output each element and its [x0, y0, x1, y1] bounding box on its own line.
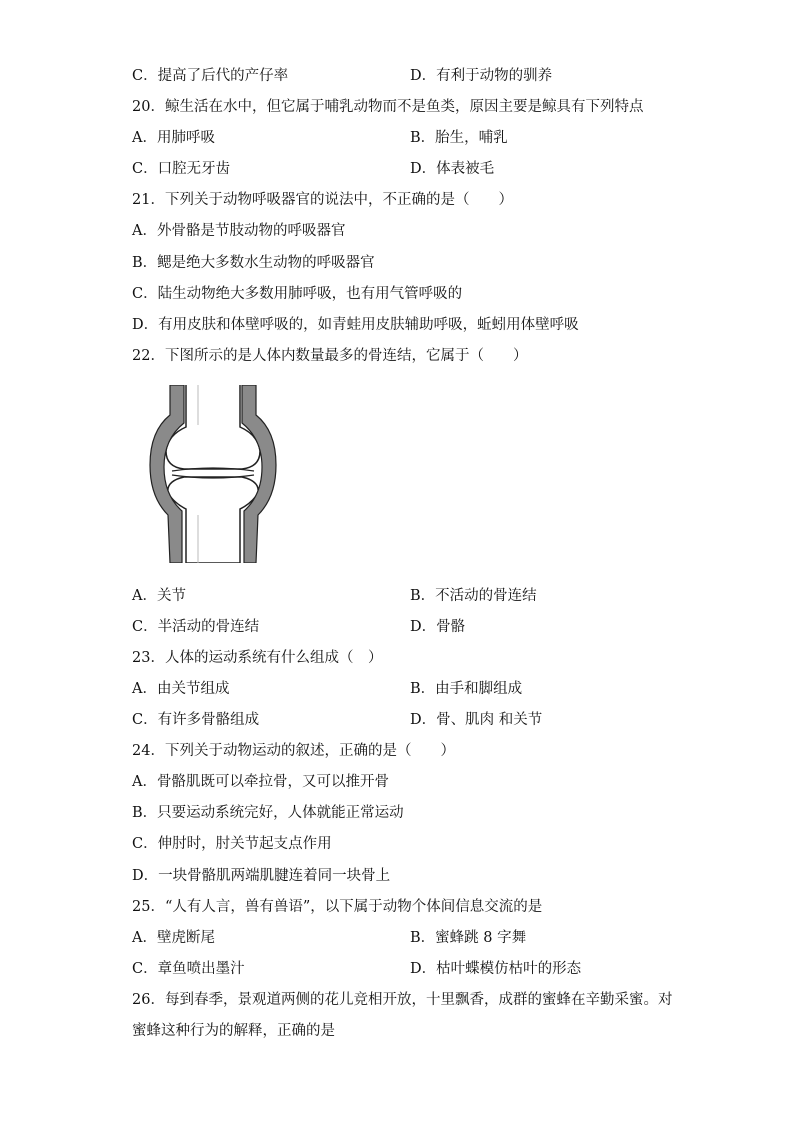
q22-option-b: B．不活动的骨连结 [410, 588, 537, 604]
q20-option-a: A．用肺呼吸 [132, 130, 215, 146]
q19-option-c: C．提高了后代的产仔率 [132, 68, 289, 84]
q26-stem-line1: 26．每到春季，景观道两侧的花儿竞相开放，十里飘香，成群的蜜蜂在辛勤采蜜。对 [132, 992, 673, 1008]
joint-diagram-icon [148, 385, 278, 563]
q25-option-d: D．枯叶蝶模仿枯叶的形态 [410, 961, 582, 977]
q23-option-b: B．由手和脚组成 [410, 681, 523, 697]
q21-option-b: B．鳃是绝大多数水生动物的呼吸器官 [132, 255, 375, 271]
q26-stem-line2: 蜜蜂这种行为的解释，正确的是 [132, 1023, 335, 1039]
q24-option-c: C．伸肘时，肘关节起支点作用 [132, 836, 332, 852]
q21-stem: 21．下列关于动物呼吸器官的说法中，不正确的是（ ） [132, 192, 513, 208]
q23-option-c: C．有许多骨骼组成 [132, 712, 260, 728]
q21-option-d: D．有用皮肤和体壁呼吸的，如青蛙用皮肤辅助呼吸，蚯蚓用体壁呼吸 [132, 317, 579, 333]
q23-option-a: A．由关节组成 [132, 681, 230, 697]
q20-option-d: D．体表被毛 [410, 161, 495, 177]
q24-option-b: B．只要运动系统完好，人体就能正常运动 [132, 805, 404, 821]
q22-option-a: A．关节 [132, 588, 186, 604]
q25-option-a: A．壁虎断尾 [132, 930, 215, 946]
q24-option-a: A．骨骼肌既可以牵拉骨，又可以推开骨 [132, 774, 389, 790]
q21-option-a: A．外骨骼是节肢动物的呼吸器官 [132, 223, 346, 239]
q25-stem: 25．“人有人言，兽有兽语”，以下属于动物个体间信息交流的是 [132, 899, 543, 915]
q19-option-d: D．有利于动物的驯养 [410, 68, 553, 84]
q24-stem: 24．下列关于动物运动的叙述，正确的是（ ） [132, 743, 455, 759]
q24-option-d: D．一块骨骼肌两端肌腱连着同一块骨上 [132, 868, 391, 884]
q23-stem: 23．人体的运动系统有什么组成（ ） [132, 650, 383, 666]
q22-stem: 22．下图所示的是人体内数量最多的骨连结，它属于（ ） [132, 348, 528, 364]
q25-option-c: C．章鱼喷出墨汁 [132, 961, 245, 977]
q22-option-c: C．半活动的骨连结 [132, 619, 260, 635]
q20-option-c: C．口腔无牙齿 [132, 161, 231, 177]
q21-option-c: C．陆生动物绝大多数用肺呼吸，也有用气管呼吸的 [132, 286, 463, 302]
q22-option-d: D．骨骼 [410, 619, 466, 635]
q20-stem: 20．鲸生活在水中，但它属于哺乳动物而不是鱼类，原因主要是鲸具有下列特点 [132, 99, 644, 115]
q20-option-b: B．胎生，哺乳 [410, 130, 508, 146]
q23-option-d: D．骨、肌肉 和关节 [410, 712, 543, 728]
q25-option-b: B．蜜蜂跳 8 字舞 [410, 930, 527, 946]
